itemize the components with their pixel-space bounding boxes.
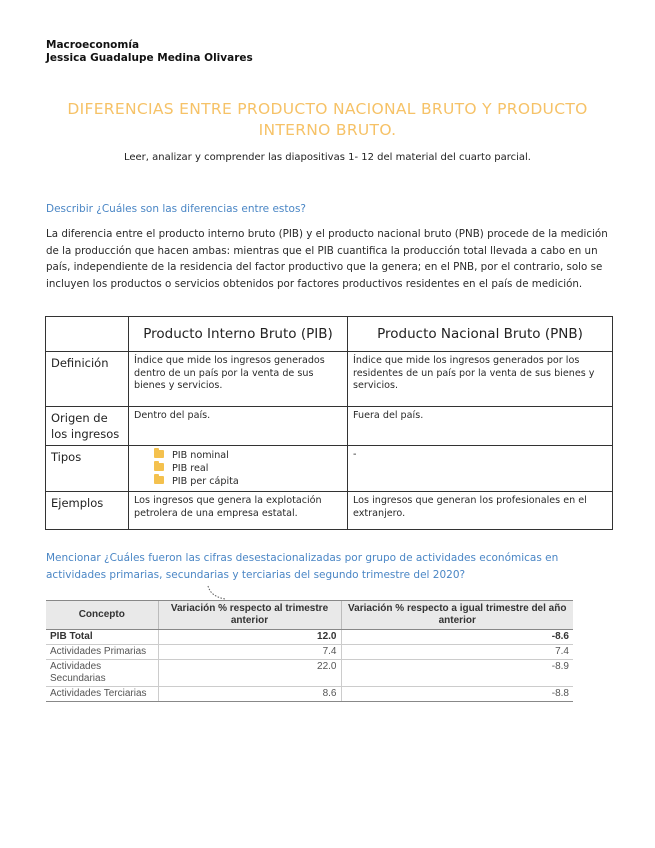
stats-table	[46, 600, 573, 702]
list-item	[154, 449, 342, 462]
prev-year-cell: -8.6	[341, 630, 573, 645]
instruction-text: Leer, analizar y comprender las diapositivas 1- 12 del material del cuarto parcial.	[123, 152, 531, 163]
folder-icon	[154, 463, 164, 471]
comparison-header-row	[46, 317, 613, 352]
concept-cell: Actividades Secundarias	[46, 660, 158, 687]
author-name: Jessica Guadalupe Medina Olivares	[46, 52, 253, 64]
list-item	[154, 462, 342, 475]
row-label: Origen de los ingresos	[46, 407, 129, 446]
prev-quarter-cell: 7.4	[158, 645, 341, 660]
row-origen	[46, 407, 613, 446]
folder-icon	[154, 450, 164, 458]
list-item-label: PIB real	[172, 463, 209, 474]
stats-header-row	[46, 601, 573, 630]
header-prev-year: Variación % respecto a igual trimestre del año anterior	[341, 601, 573, 630]
list-item-label: PIB per cápita	[172, 476, 239, 487]
pib-origin: Dentro del país.	[129, 407, 348, 446]
header-pnb: Producto Nacional Bruto (PNB)	[348, 317, 613, 352]
types-list	[134, 449, 342, 488]
pib-definition: Índice que mide los ingresos generados dentro de un país por la venta de sus bienes y servicios.	[129, 352, 348, 407]
pib-example: Los ingresos que genera la explotación petrolera de una empresa estatal.	[129, 492, 348, 530]
prev-quarter-cell: 22.0	[158, 660, 341, 687]
concept-cell: PIB Total	[46, 630, 158, 645]
header-pib: Producto Interno Bruto (PIB)	[129, 317, 348, 352]
concept-cell: Actividades Terciarias	[46, 687, 158, 702]
page-title: DIFERENCIAS ENTRE PRODUCTO NACIONAL BRUTO Y PRODUCTO INTERNO BRUTO.	[67, 100, 588, 139]
row-label: Tipos	[46, 446, 129, 492]
table-row	[46, 660, 573, 687]
prev-quarter-cell: 8.6	[158, 687, 341, 702]
concept-cell: Actividades Primarias	[46, 645, 158, 660]
pib-types	[129, 446, 348, 492]
answer-paragraph: La diferencia entre el producto interno bruto (PIB) y el producto nacional bruto (PNB) procede de la medición de la producción que hacen ambas: mientras que el PIB cuantifica la producción total llevada a cabo en un país, independiente de la residencia del factor productivo que la genera; en el PNB, por el contrario, solo se incluyen los productos o servicios obtenidos por factores productivos residentes en el país de medición.	[46, 228, 608, 290]
folder-icon	[154, 476, 164, 484]
row-label: Definición	[46, 352, 129, 407]
row-label: Ejemplos	[46, 492, 129, 530]
row-definicion	[46, 352, 613, 407]
list-item-label: PIB nominal	[172, 450, 229, 461]
header-concepto: Concepto	[46, 601, 158, 630]
pnb-origin: Fuera del país.	[348, 407, 613, 446]
subject-name: Macroeconomía	[46, 39, 140, 51]
pnb-types: -	[348, 446, 613, 492]
row-ejemplos	[46, 492, 613, 530]
prev-year-cell: -8.8	[341, 687, 573, 702]
table-row	[46, 687, 573, 702]
question-2: Mencionar ¿Cuáles fueron las cifras desestacionalizadas por grupo de actividades económicas en actividades primarias, secundarias y terciarias del segundo trimestre del 2020?	[46, 552, 559, 581]
table-row	[46, 630, 573, 645]
prev-year-cell: -8.9	[341, 660, 573, 687]
question-1: Describir ¿Cuáles son las diferencias entre estos?	[46, 203, 306, 215]
empty-corner-cell	[46, 317, 129, 352]
prev-year-cell: 7.4	[341, 645, 573, 660]
pnb-definition: Índice que mide los ingresos generados por los residentes de un país por la venta de sus bienes y servicios.	[348, 352, 613, 407]
comparison-table	[45, 316, 613, 530]
prev-quarter-cell: 12.0	[158, 630, 341, 645]
table-row	[46, 645, 573, 660]
row-tipos	[46, 446, 613, 492]
header-prev-quarter: Variación % respecto al trimestre anterior	[158, 601, 341, 630]
list-item	[154, 475, 342, 488]
document-header	[46, 39, 253, 65]
pnb-example: Los ingresos que generan los profesionales en el extranjero.	[348, 492, 613, 530]
